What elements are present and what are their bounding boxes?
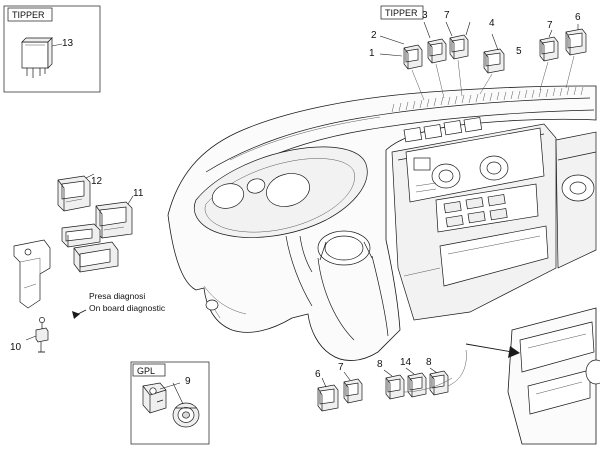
callout-2: 2 (371, 30, 377, 41)
tipper-left-title: TIPPER (12, 10, 45, 20)
note-diagnostic-en: On board diagnostic (89, 303, 166, 313)
callout-1: 1 (369, 48, 375, 59)
part-7-switch-top (540, 37, 558, 61)
gpl-title: GPL (137, 366, 156, 376)
callout-11: 11 (133, 188, 144, 199)
tipper-top-title: TIPPER (385, 8, 418, 18)
part-3-switch (450, 35, 468, 59)
callout-8a: 8 (377, 359, 383, 370)
part-9-gpl-switch (143, 383, 166, 413)
part-6-switch-bottom (318, 385, 338, 411)
callout-6a: 6 (575, 12, 581, 23)
callout-12: 12 (91, 176, 103, 187)
callout-13: 13 (62, 38, 74, 49)
part-12-connector (58, 176, 90, 211)
part-5-switch (484, 49, 504, 73)
part-10-sensor (36, 317, 48, 352)
part-8-switch-left (386, 375, 404, 399)
callout-10: 10 (10, 342, 22, 353)
callout-5: 5 (516, 46, 522, 57)
callout-3: 3 (422, 10, 428, 21)
part-11-ecu (96, 202, 132, 238)
note-diagnostic-it: Presa diagnosi (89, 291, 146, 301)
callout-6b: 6 (315, 369, 321, 380)
callout-7c: 7 (338, 362, 344, 373)
callout-7b: 7 (547, 20, 553, 31)
part-7-switch-bottom (344, 379, 362, 403)
mounting-bracket (14, 240, 50, 308)
callout-7a: 7 (444, 10, 450, 21)
part-2-switch (428, 39, 446, 63)
callout-4: 4 (489, 18, 495, 29)
part-14-switch (408, 373, 426, 397)
part-6-switch-top (566, 29, 586, 55)
part-8-switch-right (430, 371, 448, 395)
callout-9: 9 (185, 376, 191, 387)
part-1-switch (404, 45, 422, 69)
part-9-gpl-cap (173, 403, 199, 427)
callout-8b: 8 (426, 357, 432, 368)
callout-14: 14 (400, 357, 412, 368)
dashboard-assembly (168, 86, 600, 444)
